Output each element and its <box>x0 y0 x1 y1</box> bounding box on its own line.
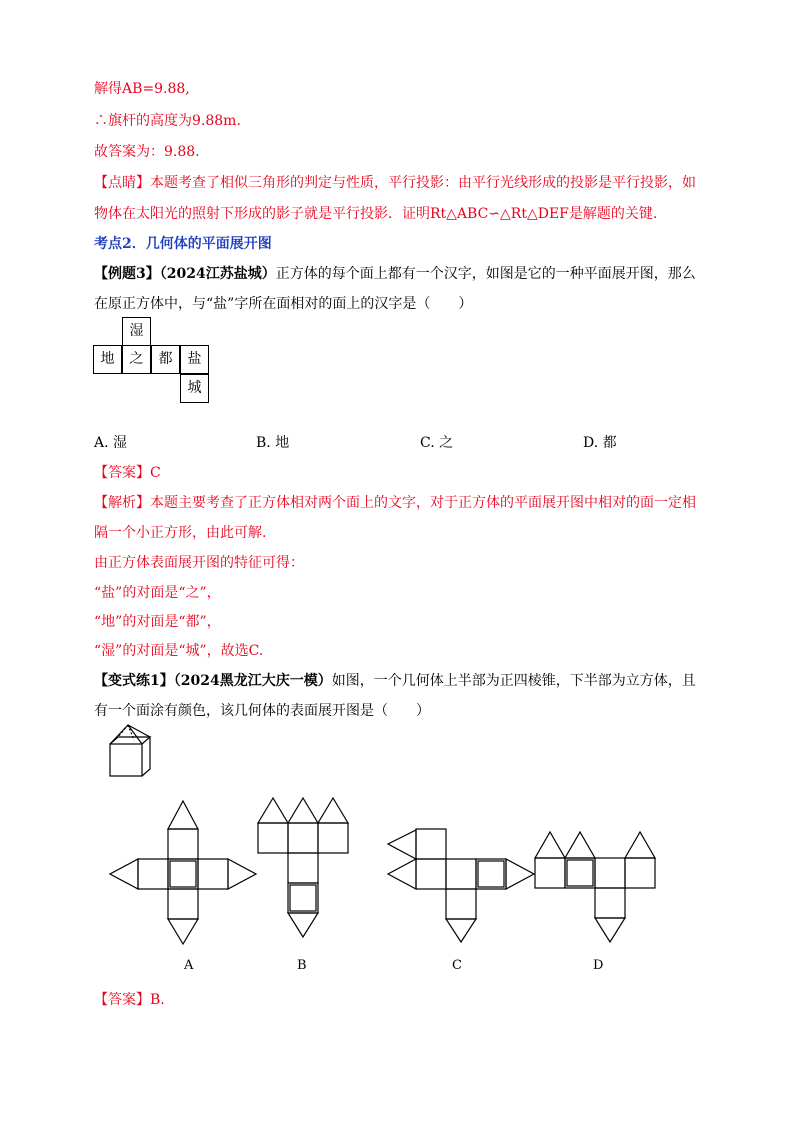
option-a: A. 湿 <box>94 435 128 451</box>
caption-a: A <box>184 958 194 973</box>
net-option-c <box>386 800 546 950</box>
caption-d: D <box>593 958 604 973</box>
net-cell-2: 之 <box>122 345 151 374</box>
variant1-question-line-2: 有一个面涂有颜色，该几何体的表面展开图是（ ） <box>94 703 430 719</box>
solution-line-2: ∴旗杆的高度为9.88m. <box>94 113 241 129</box>
example3-question-line-2: 在原正方体中，与“盐”字所在面相对的面上的汉字是（ ） <box>94 296 473 312</box>
variant1-answer: 【答案】B. <box>94 992 165 1008</box>
analysis-line-5: “地”的对面是“都”， <box>94 614 221 630</box>
variant1-question-line-1 <box>94 670 696 690</box>
option-d: D. 都 <box>583 435 617 451</box>
net-cell-4: 盐 <box>180 345 209 374</box>
analysis-line-1: 【解析】本题主要考查了正方体相对两个面上的文字，对于正方体的平面展开图中相对的面一定相 <box>94 495 696 511</box>
section-title: 考点2．几何体的平面展开图 <box>94 236 272 252</box>
net-option-b <box>255 795 365 945</box>
net-cell-bottom: 城 <box>180 374 209 403</box>
net-option-a <box>108 800 268 950</box>
comment-line-2: 物体在太阳光的照射下形成的影子就是平行投影．证明Rt△ABC∽△Rt△DEF是解题的关键. <box>94 206 658 222</box>
analysis-line-2: 隔一个小正方形，由此可解. <box>94 525 267 541</box>
example3-source: （2024江苏盐城） <box>159 266 276 282</box>
option-b: B. 地 <box>256 435 290 451</box>
variant1-tag: 【变式练1】 <box>94 673 174 689</box>
net-option-d <box>532 800 672 950</box>
example3-answer: 【答案】C <box>94 465 161 481</box>
caption-b: B <box>297 958 307 973</box>
variant1-source: （2024黑龙江大庆一模） <box>173 673 332 689</box>
caption-c: C <box>452 958 462 973</box>
example3-tag: 【例题3】 <box>94 266 160 282</box>
net-cell-1: 地 <box>93 345 122 374</box>
analysis-line-4: “盐”的对面是“之”， <box>94 585 221 601</box>
net-cell-top: 湿 <box>122 317 151 346</box>
solution-line-3: 故答案为：9.88. <box>94 144 200 160</box>
example3-question-text: 正方体的每个面上都有一个汉字，如图是它的一种平面展开图，那么 <box>275 266 696 282</box>
pyramid-cube-figure <box>105 722 165 782</box>
comment-line-1: 【点睛】本题考查了相似三角形的判定与性质，平行投影：由平行光线形成的投影是平行投影，如 <box>94 175 696 191</box>
analysis-line-3: 由正方体表面展开图的特征可得： <box>94 555 304 571</box>
analysis-line-6: “湿”的对面是“城”，故选C. <box>94 643 264 659</box>
net-cell-3: 都 <box>151 345 180 374</box>
option-c: C. 之 <box>420 435 454 451</box>
solution-line-1: 解得AB=9.88, <box>94 81 190 97</box>
variant1-question-text: 如图，一个几何体上半部为正四棱锥，下半部为立方体，且 <box>331 673 696 689</box>
example3-question-line-1 <box>94 263 696 283</box>
